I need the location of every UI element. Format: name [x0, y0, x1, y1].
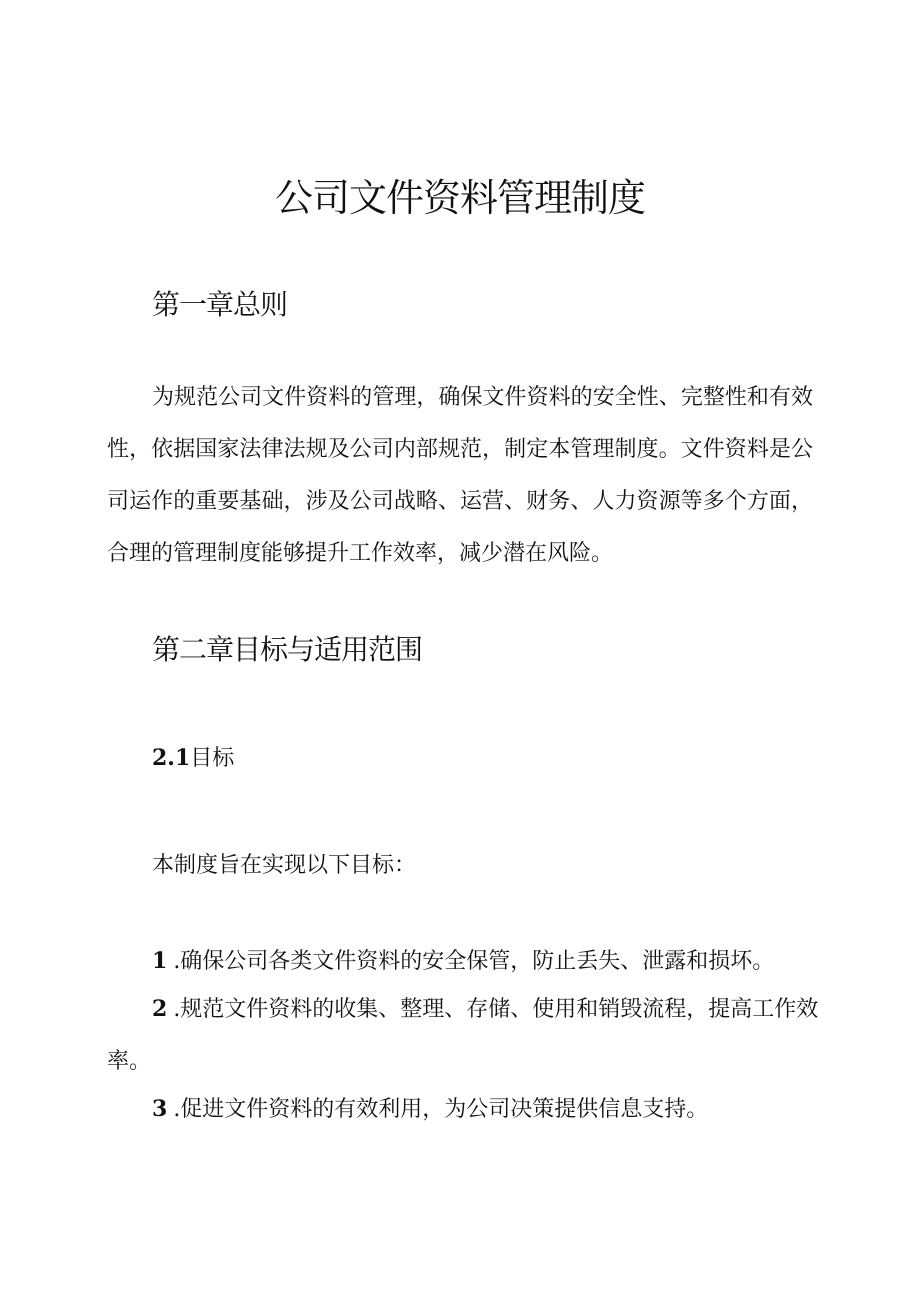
goal-item-text: .促进文件资料的有效利用，为公司决策提供信息支持。: [173, 1097, 709, 1122]
section-number: 2.1: [152, 745, 191, 771]
goal-item-text: .规范文件资料的收集、整理、存储、使用和销毁流程，提高工作效率。: [107, 997, 819, 1074]
chapter-2-heading: 第二章目标与适用范围: [152, 633, 423, 666]
document-title: 公司文件资料管理制度: [274, 176, 645, 220]
goal-item-1: [107, 935, 819, 988]
chapter-1-paragraph: 为规范公司文件资料的管理，确保文件资料的安全性、完整性和有效性，依据国家法律法规及公司内部规范，制定本管理制度。文件资料是公司运作的重要基础，涉及公司战略、运营、财务、人力资源等多个方面，合理的管理制度能够提升工作效率，减少潜在风险。: [107, 385, 813, 566]
goal-item-number: 1: [152, 948, 168, 974]
section-2-1-heading: [152, 740, 234, 777]
goal-item-2: [107, 983, 819, 1088]
goal-item-text: .确保公司各类文件资料的安全保管，防止丢失、泄露和损坏。: [173, 949, 775, 974]
goal-item-3: [107, 1083, 819, 1136]
goal-item-number: 2: [152, 996, 168, 1022]
section-2-1-lead: 本制度旨在实现以下目标：: [152, 853, 417, 878]
goal-item-number: 3: [152, 1096, 168, 1122]
section-title: 目标: [190, 746, 235, 771]
chapter-1-heading: 第一章总则: [152, 288, 288, 321]
